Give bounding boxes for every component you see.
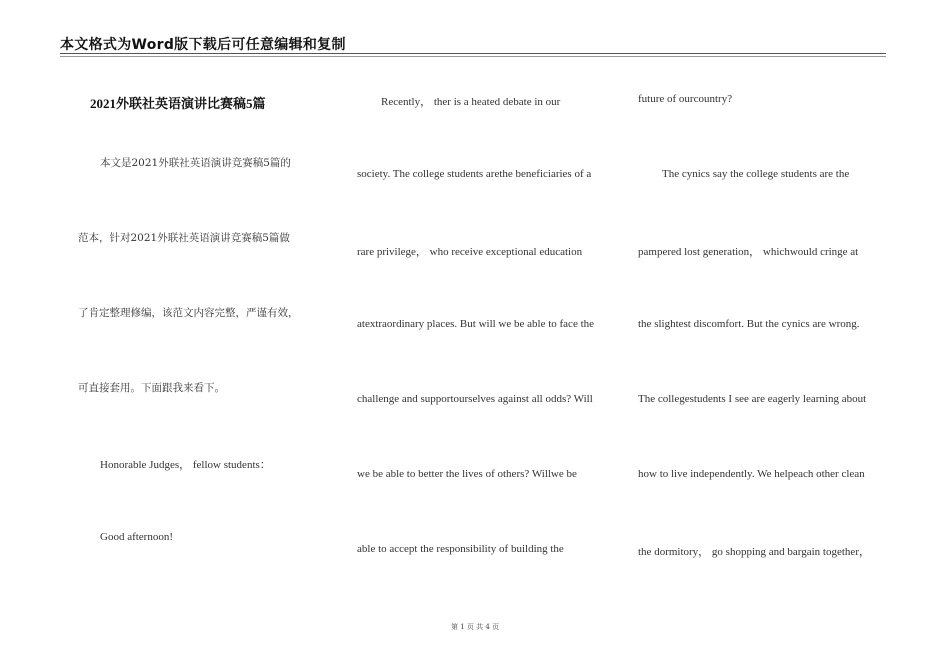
paragraph-line: 范本，针对2021外联社英语演讲竞赛稿5篇做 bbox=[78, 232, 290, 244]
paragraph-line: 了肯定整理修编，该范文内容完整，严谨有效， bbox=[78, 307, 299, 319]
paragraph-line: atextraordinary places. But will we be able to face the bbox=[357, 318, 595, 330]
paragraph-line: challenge and supportourselves against all odds? Will bbox=[357, 393, 593, 405]
page-number: 第 1 页 共 4 页 bbox=[450, 623, 500, 631]
article-title: 2021外联社英语演讲比赛稿5篇 bbox=[90, 96, 266, 111]
paragraph-line: Recently， ther is a heated debate in our bbox=[381, 96, 561, 108]
paragraph-line: the slightest discomfort. But the cynics are wrong. bbox=[638, 318, 860, 330]
paragraph-line: we be able to better the lives of others? Willwe be bbox=[357, 468, 577, 480]
paragraph-line: society. The college students arethe beneficiaries of a bbox=[357, 168, 592, 180]
header-rule bbox=[60, 53, 886, 54]
paragraph-line: 可直接套用。下面跟我来看下。 bbox=[78, 382, 225, 394]
paragraph-line: pampered lost generation， whichwould cringe at bbox=[638, 246, 859, 258]
page-header-title: 本文格式为Word版下载后可任意编辑和复制 bbox=[60, 37, 346, 53]
paragraph-line: rare privilege， who receive exceptional education bbox=[357, 246, 583, 258]
paragraph-line: Honorable Judges， fellow students： bbox=[100, 459, 271, 471]
paragraph-line: future of ourcountry? bbox=[638, 93, 733, 105]
paragraph-line: 本文是2021外联社英语演讲竞赛稿5篇的 bbox=[100, 157, 291, 169]
header-rule bbox=[60, 56, 886, 57]
paragraph-line: Good afternoon! bbox=[100, 531, 174, 543]
paragraph-line: the dormitory， go shopping and bargain together， bbox=[638, 546, 870, 558]
paragraph-line: The cynics say the college students are the bbox=[662, 168, 850, 180]
paragraph-line: how to live independently. We helpeach other clean bbox=[638, 468, 865, 480]
paragraph-line: The collegestudents I see are eagerly learning about bbox=[638, 393, 867, 405]
paragraph-line: able to accept the responsibility of building the bbox=[357, 543, 564, 555]
